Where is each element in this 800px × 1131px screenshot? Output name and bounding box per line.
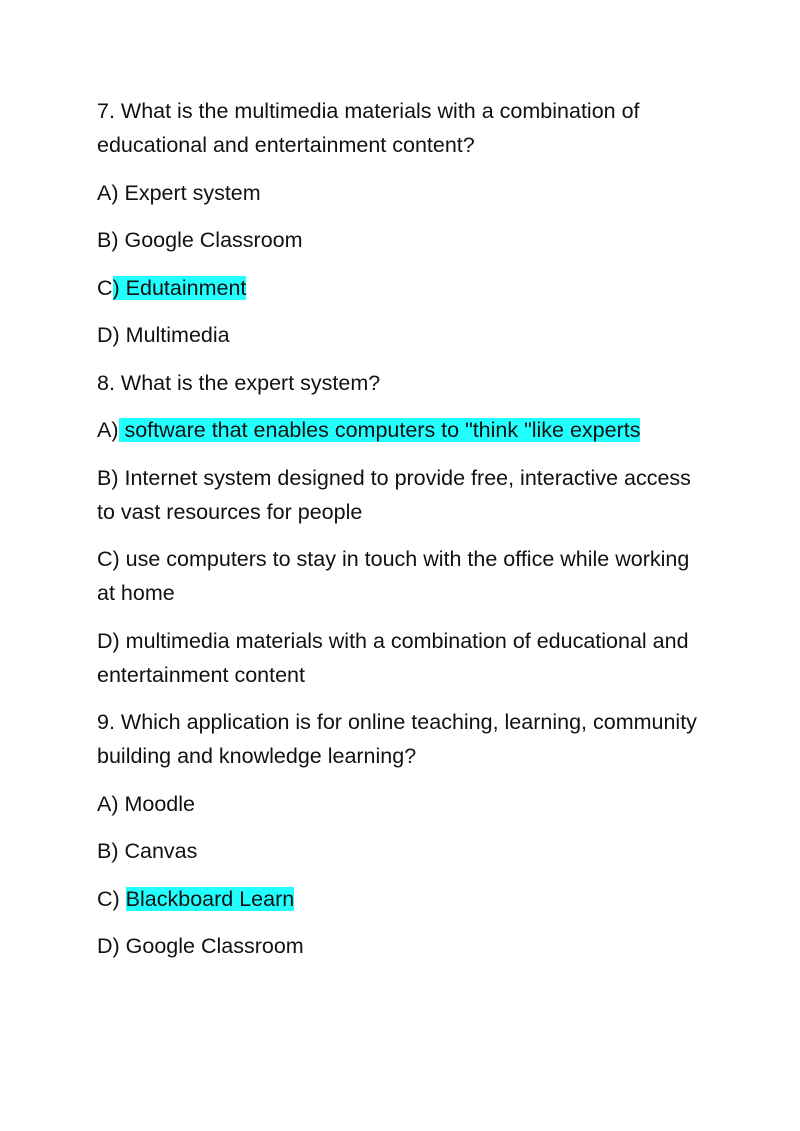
q8-option-c: C) use computers to stay in touch with the office while working at home <box>97 547 690 605</box>
q7-option-a: A) Expert system <box>97 180 261 205</box>
q9-option-c-prefix: C) <box>97 886 126 911</box>
q8-option-a <box>97 413 707 447</box>
question-7: 7. What is the multimedia materials with a combination of educational and entertainment content? <box>97 99 640 157</box>
q9-option-b: B) Canvas <box>97 839 198 863</box>
q9-option-a: A) Moodle <box>97 791 195 816</box>
q9-option-d: D) Google Classroom <box>97 934 304 958</box>
q7-option-b: B) Google Classroom <box>97 228 303 252</box>
q7-answer-highlight: ) Edutainment <box>112 275 247 300</box>
q8-option-a-prefix: A) <box>97 418 119 442</box>
q7-option-d: D) Multimedia <box>97 323 230 347</box>
q9-option-c <box>97 882 707 916</box>
question-8: 8. What is the expert system? <box>97 370 381 395</box>
document-body <box>97 94 707 977</box>
q8-option-d: D) multimedia materials with a combination of educational and entertainment content <box>97 628 689 687</box>
q8-answer-highlight: software that enables computers to "think "like experts <box>118 418 641 442</box>
q9-answer-highlight: Blackboard Learn <box>125 886 295 911</box>
q7-option-c <box>97 271 707 305</box>
q8-option-b: B) Internet system designed to provide free, interactive access to vast resources for people <box>97 465 691 524</box>
question-9: 9. Which application is for online teaching, learning, community building and knowledge learning? <box>97 710 697 768</box>
q7-option-c-prefix: C <box>97 275 113 300</box>
